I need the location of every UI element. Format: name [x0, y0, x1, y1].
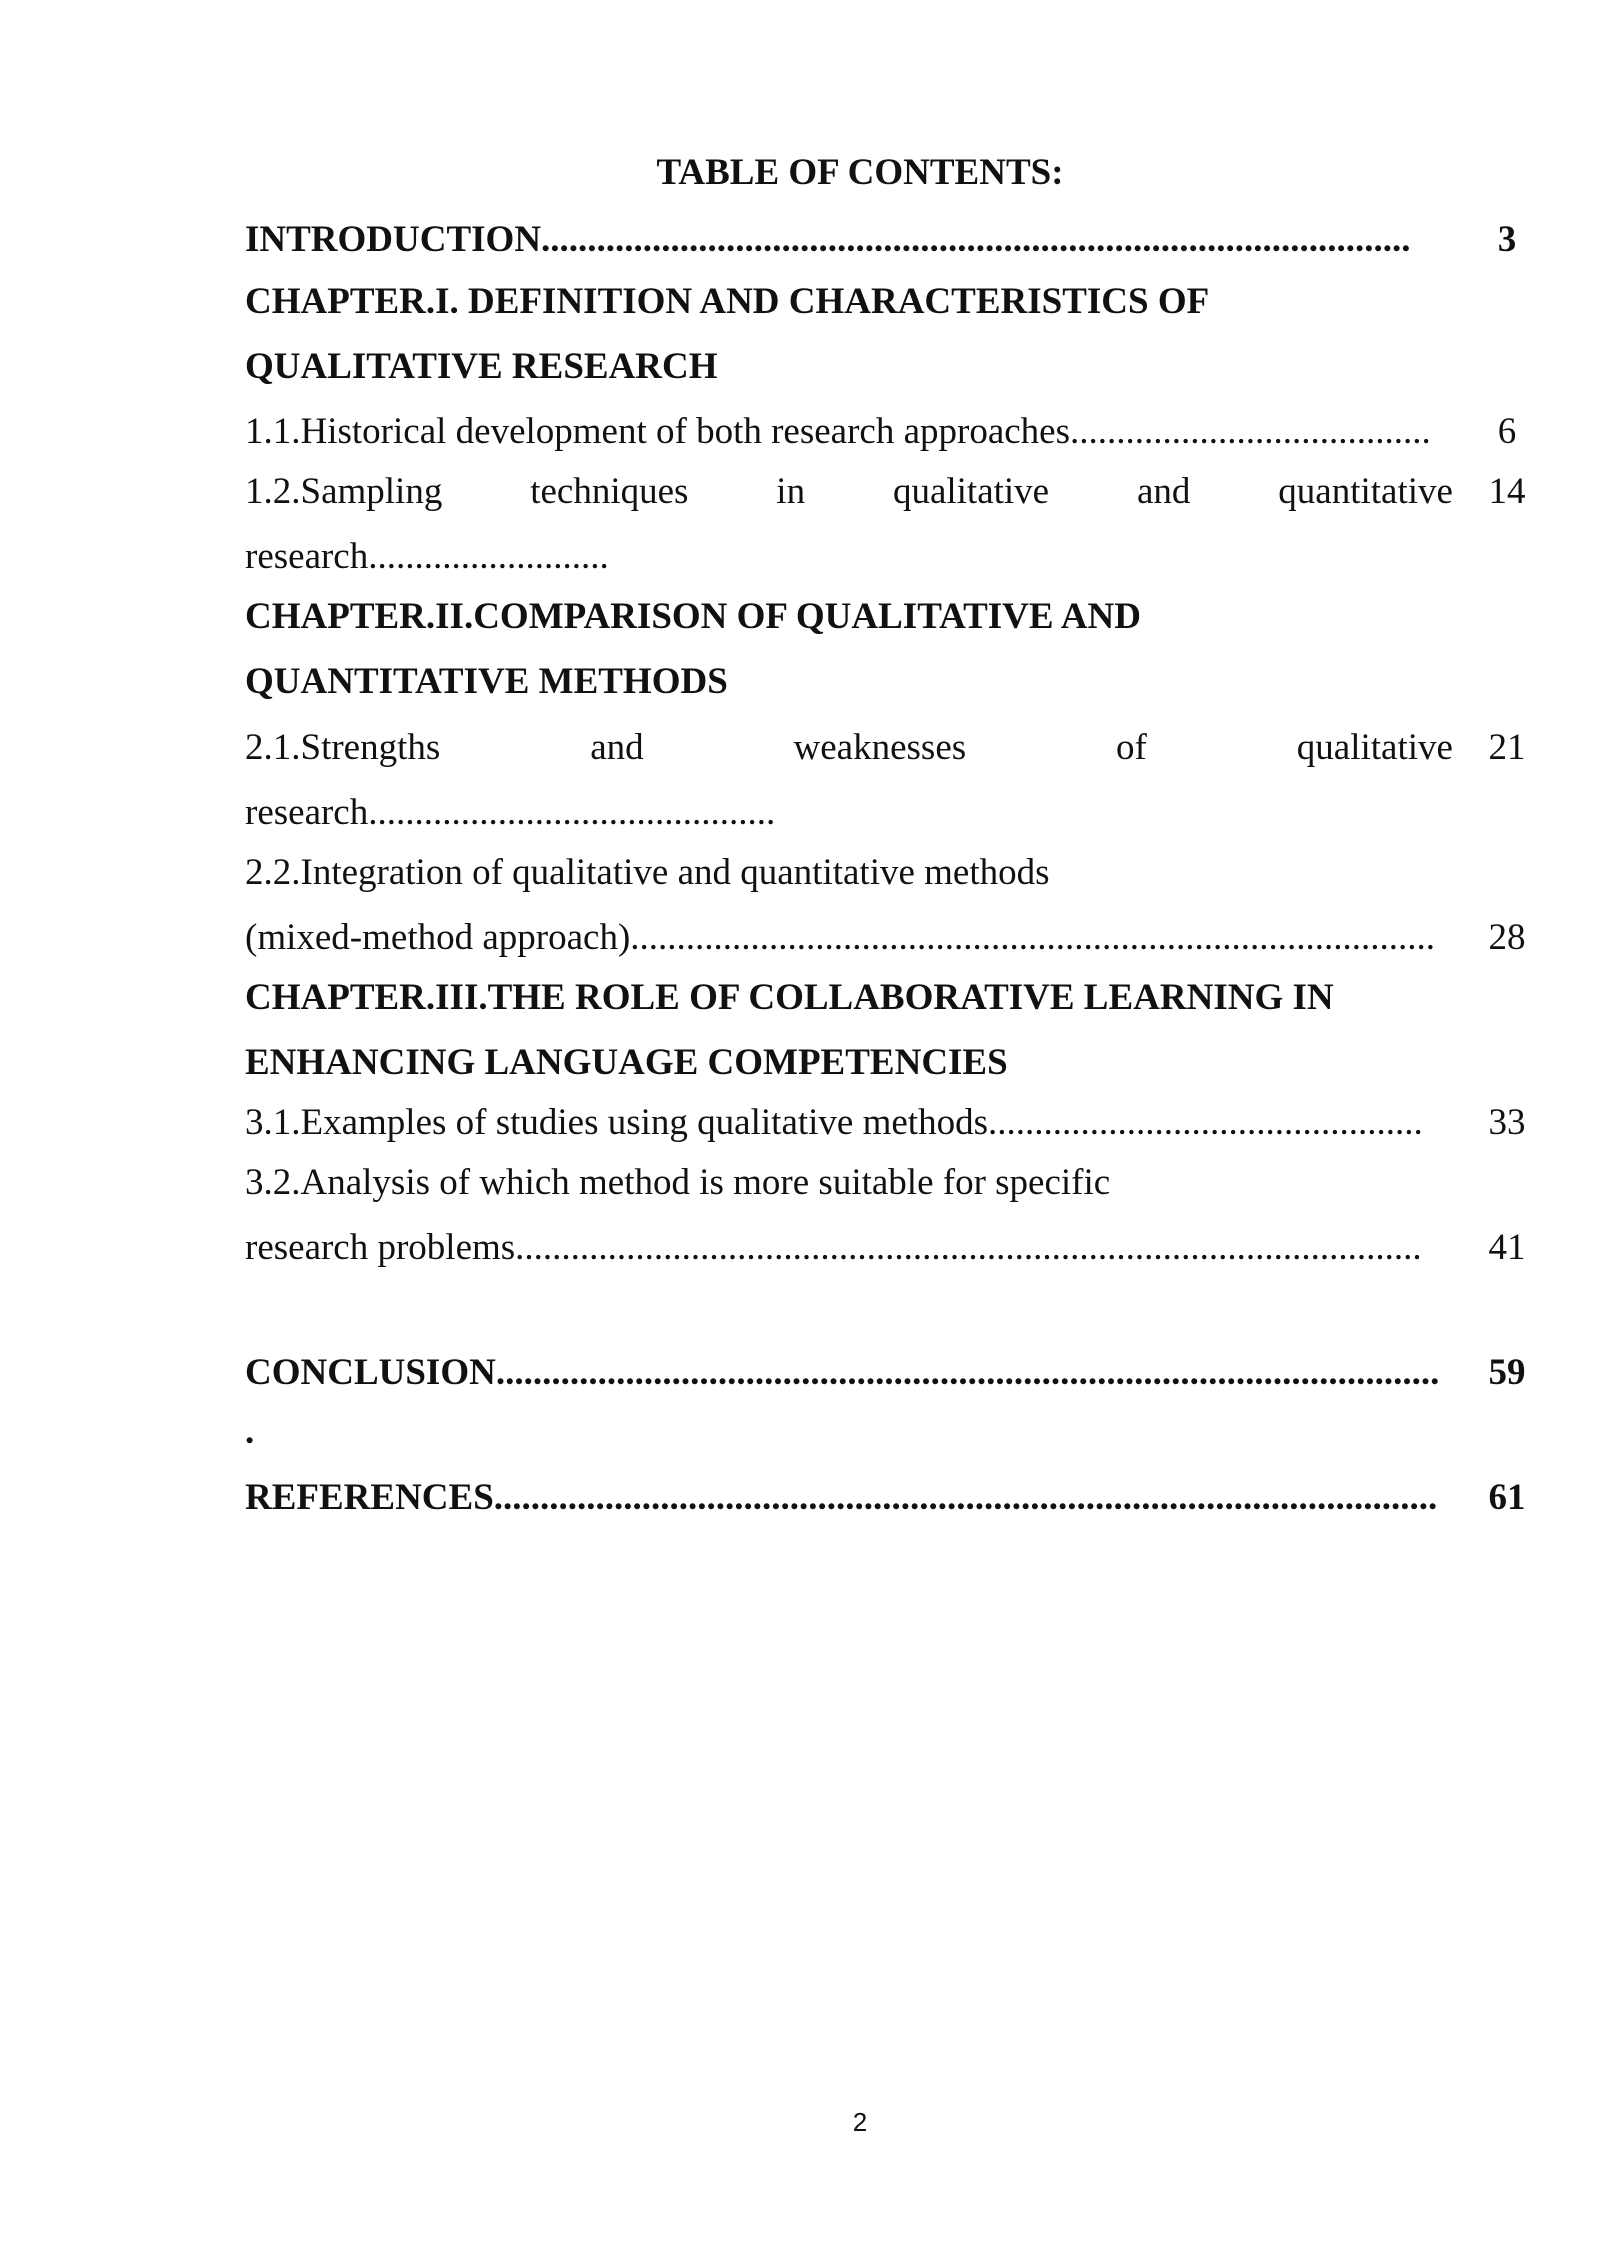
- toc-chapter-2-line-1: CHAPTER.II.COMPARISON OF QUALITATIVE AND: [245, 596, 1141, 637]
- toc-entry-text: CONCLUSION......................................................................................................: [245, 1352, 1440, 1393]
- toc-chapter-3-line-1: CHAPTER.III.THE ROLE OF COLLABORATIVE LEARNING IN: [245, 977, 1334, 1018]
- toc-entry-page: 33: [1488, 1102, 1526, 1143]
- toc-entry-page: 6: [1497, 411, 1517, 452]
- toc-entry-3-2-line-1: 3.2.Analysis of which method is more suitable for specific: [245, 1162, 1111, 1203]
- toc-entry-2-1: [245, 726, 1526, 770]
- toc-entry-3-2-line-2: research problems.................................................................................................. 41: [245, 1226, 1520, 1270]
- toc-entry-conclusion: [245, 1351, 1526, 1395]
- toc-chapter-2-line-2: QUANTITATIVE METHODS: [245, 661, 728, 702]
- toc-entry-page: 21: [1488, 727, 1526, 768]
- toc-entry-text-justified: 2.1.Strengths and weaknesses of qualitative: [245, 727, 1453, 768]
- toc-entry-1-2: [245, 470, 1526, 514]
- page-number: 2: [852, 2107, 868, 2137]
- toc-entry-text: 1.1.Historical development of both research approaches.......................................: [245, 411, 1431, 452]
- toc-entry-text: INTRODUCTION..............................................................................................: [245, 219, 1411, 260]
- toc-title: TABLE OF CONTENTS:: [656, 152, 1064, 193]
- toc-entry-1-2-continuation: research..........................: [245, 536, 609, 577]
- toc-chapter-1-line-2: QUALITATIVE RESEARCH: [245, 346, 718, 387]
- toc-entry-page: 14: [1488, 471, 1526, 512]
- toc-chapter-3-line-2: ENHANCING LANGUAGE COMPETENCIES: [245, 1042, 1008, 1083]
- toc-entry-page: 3: [1497, 219, 1517, 260]
- toc-entry-page: 41: [1488, 1227, 1526, 1268]
- toc-entry-2-1-continuation: research............................................: [245, 792, 776, 833]
- toc-chapter-1-line-1: CHAPTER.I. DEFINITION AND CHARACTERISTICS OF: [245, 281, 1210, 322]
- toc-entry-1-1: [245, 410, 1520, 454]
- toc-entry-2-2-line-2: (mixed-method approach)....................................................................................... 28: [245, 916, 1520, 960]
- toc-entry-2-2-line-1: 2.2.Integration of qualitative and quantitative methods: [245, 852, 1050, 893]
- toc-entry-introduction: [245, 218, 1520, 262]
- stray-dot: .: [245, 1411, 255, 1452]
- toc-entry-page: 28: [1488, 917, 1526, 958]
- toc-entry-3-1: [245, 1101, 1526, 1145]
- toc-entry-references: [245, 1476, 1526, 1520]
- toc-entry-page: 61: [1488, 1477, 1526, 1518]
- toc-entry-text: REFERENCES......................................................................................................: [245, 1477, 1438, 1518]
- toc-entry-text-justified: 1.2.Sampling techniques in qualitative and quantitative: [245, 471, 1453, 512]
- toc-entry-text: 3.1.Examples of studies using qualitative methods...............................................: [245, 1102, 1423, 1143]
- toc-entry-page: 59: [1488, 1352, 1526, 1393]
